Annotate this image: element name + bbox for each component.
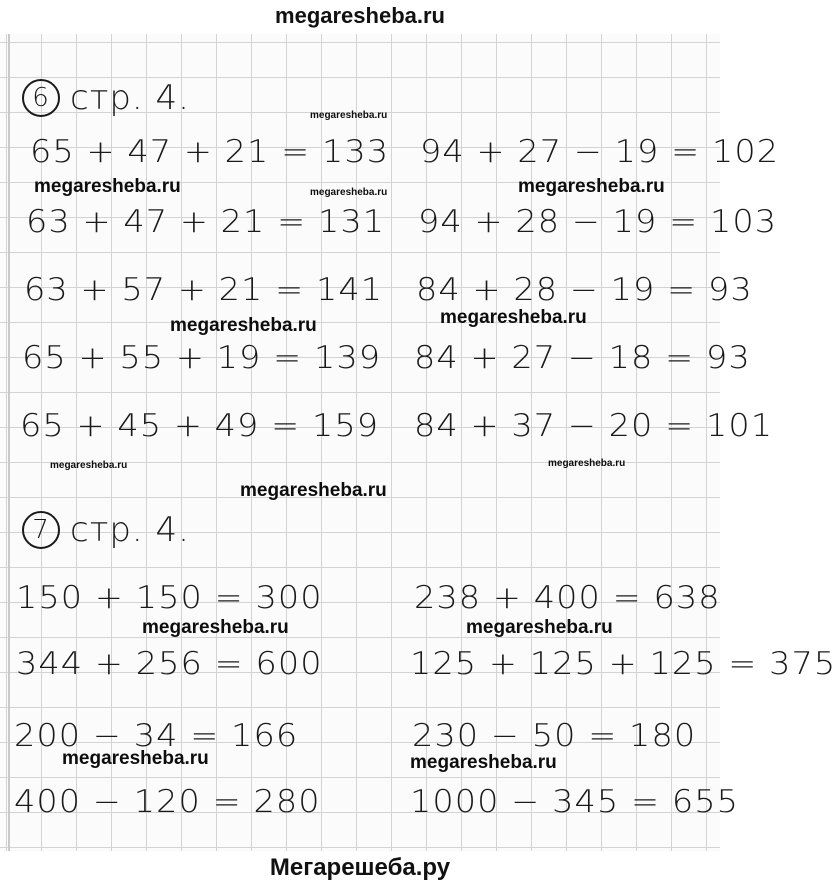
task-7-left-eq-2: 344 + 256 = 600 xyxy=(16,646,323,682)
watermark: megaresheba.ru xyxy=(518,176,665,197)
task-7-right-eq-3: 230 − 50 = 180 xyxy=(412,718,697,754)
watermark: megaresheba.ru xyxy=(240,480,387,501)
task-6-right-eq-4: 84 + 27 − 18 = 93 xyxy=(414,340,751,376)
task-7-page-ref: стр. 4. xyxy=(70,510,190,550)
task-7-left-eq-4: 400 − 120 = 280 xyxy=(14,784,321,820)
task-6-left-eq-4: 65 + 55 + 19 = 139 xyxy=(22,340,382,376)
watermark: megaresheba.ru xyxy=(466,617,613,638)
watermark: megaresheba.ru xyxy=(410,752,557,773)
watermark: megaresheba.ru xyxy=(310,110,388,121)
watermark: megaresheba.ru xyxy=(62,748,209,769)
task-6-right-eq-3: 84 + 28 − 19 = 93 xyxy=(416,272,753,308)
watermark: megaresheba.ru xyxy=(440,307,587,328)
task-7-heading xyxy=(22,510,190,550)
task-7-left-eq-3: 200 − 34 = 166 xyxy=(14,718,299,754)
watermark: megaresheba.ru xyxy=(34,176,181,197)
watermark: megaresheba.ru xyxy=(50,460,128,471)
site-header: megaresheba.ru xyxy=(0,0,720,34)
task-7-number: 7 xyxy=(22,511,60,549)
site-footer: Мегарешеба.ру xyxy=(0,851,720,885)
task-6-left-eq-5: 65 + 45 + 49 = 159 xyxy=(20,408,380,444)
task-6-right-eq-2: 94 + 28 − 19 = 103 xyxy=(418,204,778,240)
notebook-page xyxy=(0,34,836,851)
watermark: megaresheba.ru xyxy=(310,187,388,198)
task-6-right-eq-1: 94 + 27 − 19 = 102 xyxy=(420,134,780,170)
task-7-right-eq-1: 238 + 400 = 638 xyxy=(414,580,721,616)
page-margin-line xyxy=(8,34,10,851)
task-6-page-ref: стр. 4. xyxy=(70,78,190,118)
task-6-heading xyxy=(22,78,190,118)
task-7-right-eq-2: 125 + 125 + 125 = 375 xyxy=(410,646,836,682)
watermark: megaresheba.ru xyxy=(548,458,626,469)
task-7-right-eq-4: 1000 − 345 = 655 xyxy=(410,784,739,820)
task-7-left-eq-1: 150 + 150 = 300 xyxy=(16,580,323,616)
watermark: megaresheba.ru xyxy=(142,617,289,638)
watermark: megaresheba.ru xyxy=(170,315,317,336)
task-6-number: 6 xyxy=(22,79,60,117)
task-6-left-eq-2: 63 + 47 + 21 = 131 xyxy=(26,204,386,240)
task-6-left-eq-1: 65 + 47 + 21 = 133 xyxy=(30,134,390,170)
task-6-right-eq-5: 84 + 37 − 20 = 101 xyxy=(414,408,774,444)
task-6-left-eq-3: 63 + 57 + 21 = 141 xyxy=(24,272,384,308)
